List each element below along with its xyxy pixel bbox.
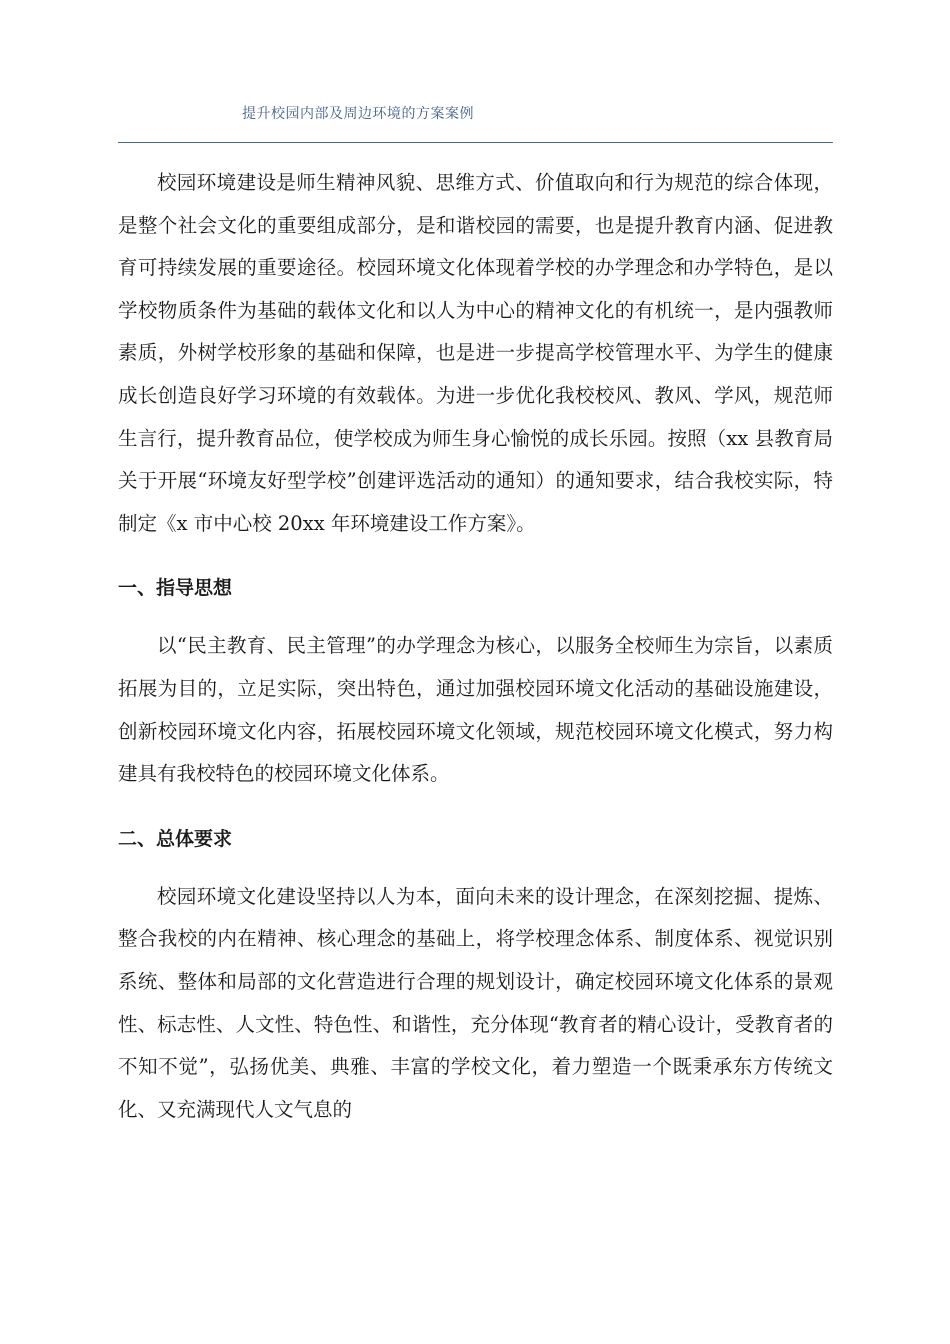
page-header [118, 96, 833, 143]
section-paragraph-overall-requirements: 校园环境文化建设坚持以人为本，面向未来的设计理念，在深刻挖掘、提炼、整合我校的内在精神、核心理念的基础上，将学校理念体系、制度体系、视觉识别系统、整体和局部的文化营造进行合理的规划设计，确定校园环境文化体系的景观性、标志性、人文性、特色性、和谐性，充分体现“教育者的精心设计，受教育者的不知不觉”，弘扬优美、典雅、丰富的学校文化，着力塑造一个既秉承东方传统文化、又充满现代人文气息的 [118, 884, 833, 1121]
section-heading-guiding-ideology: 一、指导思想 [118, 577, 233, 600]
section-heading-overall-requirements: 二、总体要求 [118, 827, 233, 850]
intro-paragraph: 校园环境建设是师生精神风貌、思维方式、价值取向和行为规范的综合体现，是整个社会文化的重要组成部分，是和谐校园的需要，也是提升教育内涵、促进教育可持续发展的重要途径。校园环境文化体现着学校的办学理念和办学特色，是以学校物质条件为基础的载体文化和以人为中心的精神文化的有机统一，是内强教师素质，外树学校形象的基础和保障，也是进一步提高学校管理水平、为学生的健康成长创造良好学习环境的有效载体。为进一步优化我校校风、教风、学风，规范师生言行，提升教育品位，使学校成为师生身心愉悦的成长乐园。按照（xx 县教育局关于开展“环境友好型学校”创建评选活动的通知）的通知要求，结合我校实际，特制定《x 市中心校 20xx 年环境建设工作方案》。 [118, 171, 833, 535]
section-paragraph-guiding-ideology: 以“民主教育、民主管理”的办学理念为核心，以服务全校师生为宗旨，以素质拓展为目的，立足实际，突出特色，通过加强校园环境文化活动的基础设施建设，创新校园环境文化内容，拓展校园环境文化领域，规范校园环境文化模式，努力构建具有我校特色的校园环境文化体系。 [118, 634, 833, 786]
document-body [118, 162, 833, 1131]
document-header-title: 提升校园内部及周边环境的方案案例 [242, 106, 474, 122]
